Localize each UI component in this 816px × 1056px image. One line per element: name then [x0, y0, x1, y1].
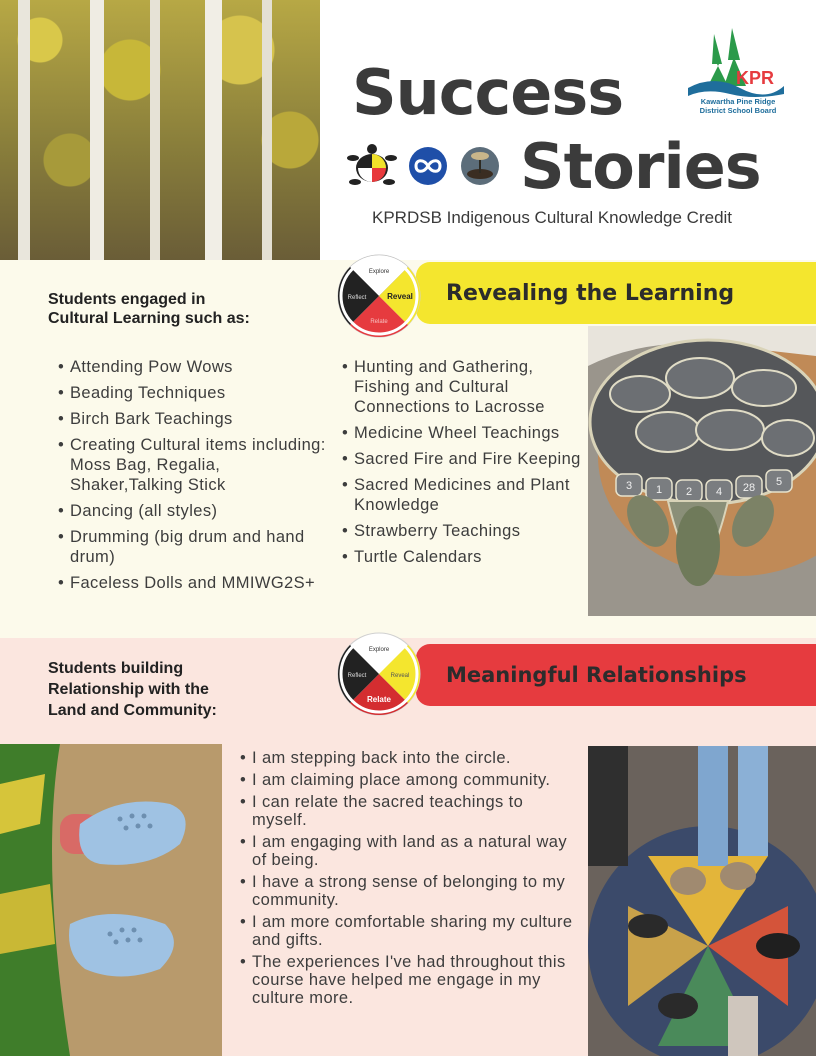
- list-item: • Sacred Medicines and Plant Knowledge: [342, 475, 582, 515]
- banner-label: Meaningful Relationships: [446, 663, 747, 687]
- turtle-number: 3: [625, 480, 633, 492]
- list-item: • Dancing (all styles): [58, 501, 333, 521]
- list-item: • I have a strong sense of belonging to my community.: [240, 873, 580, 909]
- turtle-number: 2: [685, 486, 693, 498]
- wheel-label-top: Explore: [368, 269, 390, 275]
- list-item: • I am stepping back into the circle.: [240, 749, 580, 767]
- birch-trees-photo: [0, 0, 320, 260]
- list-item: • I am engaging with land as a natural way of being.: [240, 833, 580, 869]
- list-item: • Medicine Wheel Teachings: [342, 423, 582, 443]
- wheel-label-bottom: Relate: [370, 319, 388, 325]
- wheel-label-right: Reveal: [387, 292, 413, 301]
- title-success: Success: [352, 56, 624, 129]
- cultural-learning-list-right: [342, 357, 582, 573]
- heading-line: Students engaged in: [48, 291, 206, 308]
- list-item: • I am claiming place among community.: [240, 771, 580, 789]
- list-item: • Drumming (big drum and hand drum): [58, 527, 333, 567]
- wheel-label-top: Explore: [368, 647, 390, 653]
- revealing-banner: [416, 262, 816, 324]
- wheel-label-right: Reveal: [390, 673, 410, 679]
- list-item: • Faceless Dolls and MMIWG2S+: [58, 573, 333, 593]
- circle-of-feet-photo: [588, 746, 816, 1056]
- list-item: • I can relate the sacred teachings to myself.: [240, 793, 580, 829]
- list-item: • Turtle Calendars: [342, 547, 582, 567]
- turtle-number: 28: [742, 482, 756, 494]
- earth-plant-icon: [461, 147, 499, 185]
- relationships-banner: [416, 644, 816, 706]
- list-item: • Sacred Fire and Fire Keeping: [342, 449, 582, 469]
- medicine-wheel-reveal: [337, 254, 421, 338]
- page-subtitle: KPRDSB Indigenous Cultural Knowledge Credit: [372, 208, 733, 227]
- list-item: • Attending Pow Wows: [58, 357, 333, 377]
- heading-line: Students building: [48, 660, 184, 677]
- wheel-label-bottom: Relate: [366, 695, 392, 704]
- list-item: • Strawberry Teachings: [342, 521, 582, 541]
- infinity-icon: [409, 147, 447, 185]
- crocs-shoes-photo: [0, 744, 222, 1056]
- title-stories: Stories: [520, 130, 761, 203]
- list-item: • Birch Bark Teachings: [58, 409, 333, 429]
- turtle-calendar-photo: [588, 326, 816, 616]
- medicine-wheel-relate: [337, 632, 421, 716]
- wheel-label-left: Reflect: [347, 295, 367, 301]
- cultural-learning-list-left: [58, 357, 333, 599]
- logo-subtext: Kawartha Pine Ridge District School Board: [699, 97, 777, 115]
- turtle-number: 1: [655, 484, 663, 496]
- student-quotes-list: [240, 749, 580, 1011]
- turtle-medicine-wheel-icon: [347, 144, 397, 185]
- banner-label: Revealing the Learning: [446, 280, 735, 306]
- wheel-label-left: Reflect: [347, 673, 367, 679]
- heading-line: Cultural Learning such as:: [48, 310, 250, 327]
- heading-line: Land and Community:: [48, 702, 217, 719]
- icon-row: [344, 140, 514, 190]
- turtle-number: 5: [775, 476, 783, 488]
- relationships-heading: [48, 658, 217, 721]
- list-item: • The experiences I've had throughout this course have helped me engage in my culture more.: [240, 953, 580, 1007]
- turtle-number: 4: [715, 486, 723, 498]
- list-item: • Beading Techniques: [58, 383, 333, 403]
- list-item: • I am more comfortable sharing my culture and gifts.: [240, 913, 580, 949]
- heading-line: Relationship with the: [48, 681, 209, 698]
- logo-text: KPR: [736, 68, 775, 88]
- list-item: • Creating Cultural items including: Moss Bag, Regalia, Shaker,Talking Stick: [58, 435, 333, 495]
- list-item: • Hunting and Gathering, Fishing and Cultural Connections to Lacrosse: [342, 357, 582, 417]
- cultural-learning-heading: [48, 290, 250, 328]
